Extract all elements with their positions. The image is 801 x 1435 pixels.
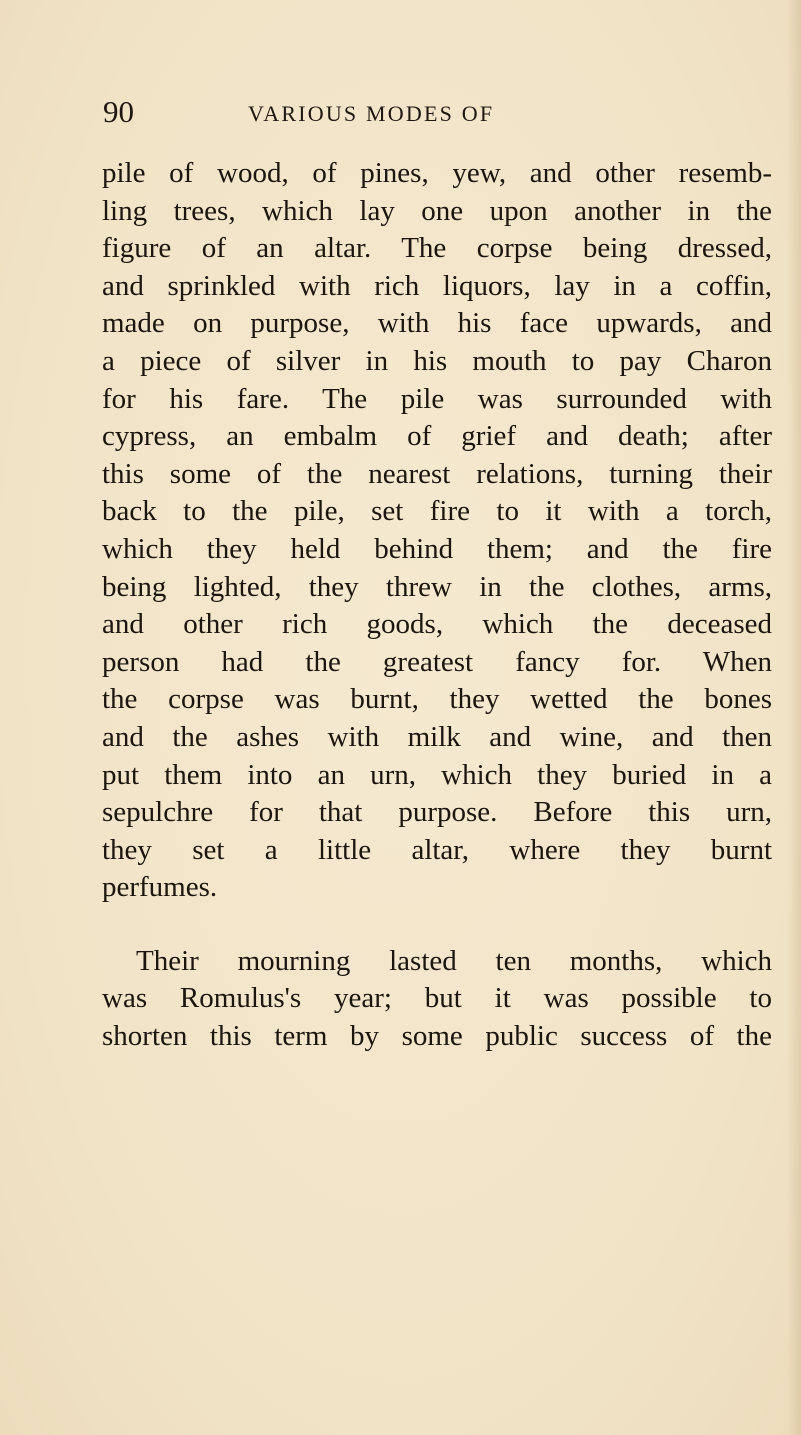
running-head: VARIOUS MODES OF [248,101,495,126]
text-line: and sprinkled with rich liquors, lay in a coffin, [102,269,772,302]
text-line: ling trees, which lay one upon another in the [102,194,772,227]
text-line: and other rich goods, which the deceased [102,608,772,641]
text-line: perfumes. [102,871,218,904]
text-line: Their mourning lasted ten months, which [136,944,772,977]
page-number: 90 [103,94,134,129]
body-text [102,155,772,1056]
text-line: shorten this term by some public success of the [102,1020,772,1053]
text-line: back to the pile, set fire to it with a torch, [102,495,772,528]
text-line: figure of an altar. The corpse being dressed, [102,232,772,265]
page-edge-shadow [787,0,801,1435]
text-line: cypress, an embalm of grief and death; after [102,420,772,453]
paragraph-gap [102,907,772,943]
text-line: made on purpose, with his face upwards, and [102,307,772,340]
text-line: they set a little altar, where they burnt [102,833,772,866]
text-line: this some of the nearest relations, turning their [102,457,772,490]
text-line: person had the greatest fancy for. When [102,645,772,678]
text-line: pile of wood, of pines, yew, and other resemb- [102,157,772,189]
text-line: and the ashes with milk and wine, and then [102,720,772,753]
paragraph [102,943,772,1056]
paragraph [102,155,772,907]
page-header [0,92,801,132]
text-line: a piece of silver in his mouth to pay Charon [102,344,772,377]
text-line: the corpse was burnt, they wetted the bones [102,683,772,716]
text-line: for his fare. The pile was surrounded with [102,382,772,415]
text-line: put them into an urn, which they buried in a [102,758,772,791]
text-line: was Romulus's year; but it was possible to [102,982,772,1015]
text-line: sepulchre for that purpose. Before this urn, [102,796,772,829]
text-line: being lighted, they threw in the clothes, arms, [102,570,772,603]
text-line: which they held behind them; and the fire [102,532,772,565]
